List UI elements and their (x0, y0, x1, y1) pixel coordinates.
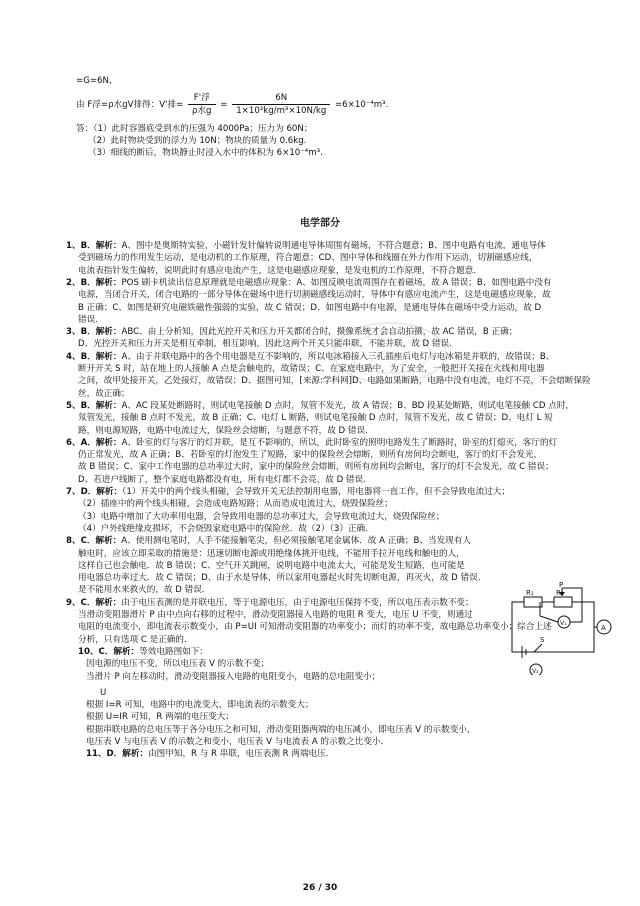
answer-line (66, 536, 471, 548)
answer-label: 9、C．解析： (66, 597, 122, 608)
label-r2: R₂ (556, 589, 564, 597)
fraction-values (232, 92, 330, 117)
answer-line: 根据串联电路的总电压等于各分电压之和可知，滑动变阻器两端的电压减小，即电压表 V 的示数变小， (86, 724, 476, 735)
answer-line: 之间，故甲处接开关，乙处接灯，故错误；D、据图可知，[来源:学科网]D、电路如果断路，电路中没有电流，电灯不亮，不会熔断保险 (78, 376, 591, 387)
answer-line: 用电器总功率过大．故 C 错误；D、由于水是导体，所以家用电器起火时先切断电源，再灭火，故 D 错误. (78, 573, 481, 584)
answer-text: A、卧室的灯与客厅的灯并联，是互不影响的，所以，此时卧室的照明电路发生了断路时，卧室的灯熄灭，客厅的灯 (121, 437, 558, 448)
answer-line (78, 647, 208, 659)
answer-line: 触电时，应该立即采取的措施是：迅速切断电源或用绝缘体挑开电线，不能用手拉开电线和触电的人， (78, 548, 465, 559)
answer-line-1: 答：（1）此时容器底受到水的压强为 4000Pa；压力为 60N； (76, 124, 313, 134)
fraction-denominator: 1×10³kg/m³×10N/kg (236, 106, 327, 116)
answer-line: 路，则电源短路，电路中电流过大，保险丝会熔断，与题意不符，故 D 错误. (78, 425, 368, 436)
answer-line: 是不能用水来救火的，故 D 错误． (78, 585, 211, 596)
fraction-buoyancy (188, 92, 216, 117)
answer-text: ABC、由上分析知，因此光控开关和压力开关都闭合时，摄像系统才会自动拍摄，故 AC 错误，B 正确； (121, 327, 518, 338)
answer-line: U (100, 687, 107, 698)
answer-line (86, 749, 334, 761)
answer-line: 故 B 错误；C、家中工作电器的总功率过大时，家中的保险丝会熔断，则所有房间均会断电，客厅的灯不会发光，故 C 错误； (78, 462, 554, 473)
answer-line: 电流表指针发生偏转，说明此时有感应电流产生，这是电磁感应现象，是发电机的工作原理，不符合题意. (78, 265, 477, 276)
answer-text: A、使用测电笔时，人手不能接触笔尖，但必须接触笔尾金属体．故 A 正确；B、当发现有人 (121, 536, 471, 547)
label-ammeter: A (601, 624, 606, 632)
answer-line: 断开开关 S 时，站在地上的人接触 A 点是会触电的，故错误；C、在家庭电路中，为了安全，一般把开关接在火线和用电器 (78, 364, 545, 374)
answer-line-2: （2）此时物块受到的浮力为 10N；物块的质量为 0.6kg. (88, 136, 307, 146)
fraction-numerator: 6N (232, 92, 330, 105)
equation-line-2 (76, 92, 388, 118)
answer-line: 因电源的电压不变，所以电压表 V 的示数不变； (86, 659, 270, 670)
answer-label: 3、B．解析： (66, 327, 122, 338)
equation-prefix: 由 F浮=ρ水gV排得：V'排= (76, 100, 184, 110)
answer-line-3: （3）细线的断后，物块静止时浸入水中的体积为 6×10⁻⁴m³. (88, 148, 323, 158)
answer-line (66, 438, 557, 450)
answer-line (66, 598, 474, 610)
answer-line: 电源，当闭合开关，闭合电路的一部分导体在磁场中进行切割磁感线运动时，导体中有感应电流产生，这是电磁感应现象，故 (78, 290, 551, 301)
answer-line: B 正确；C、如图是研究电磁铁磁性强弱的实验，故 C 错误；D、如图电路中有电源，是通电导体在磁场中受力运动，故 D (78, 302, 542, 313)
equation-result: =6×10⁻⁴m³. (335, 100, 389, 110)
answer-line (66, 352, 554, 364)
answer-line: 受到磁场力的作用发生运动，是电动机的工作原理，符合题意；CD、图中导体和线圈在外力作用下运动，切割磁感应线， (78, 253, 538, 264)
label-v1: V₁ (560, 620, 567, 627)
answer-text: A、AC 段某处断路时，则试电笔接触 D 点时，氖管不发光，故 A 错误；B、BD 段某处断路，则试电笔接触 CD 点时， (121, 400, 575, 411)
answer-line: 氖管发光，接触 B 点时不发光，故 B 正确；C、电灯 L 断路，则试电笔接触 D 点时，氖管不发光，故 C 错误；D、电灯 L 短 (78, 413, 553, 424)
answer-line: 根据 I=R 可知，电路中的电流变大，即电流表的示数变大； (86, 700, 314, 711)
label-v2: V₂ (532, 668, 539, 675)
answer-label: 11、D．解析： (86, 749, 149, 760)
answer-line: 丝，故正确； (78, 388, 130, 399)
answer-text: 等效电路图如下： (139, 646, 209, 657)
answer-line: 电压表 V 与电压表 V 的示数之和变小，电压表 V 与电流表 A 的示数之比变小． (86, 737, 390, 747)
watermark-emblem (330, 318, 450, 388)
answer-label: 7、D．解析： (66, 487, 123, 497)
fraction-denominator: ρ水g (192, 106, 212, 116)
section-title: 电学部分 (300, 218, 340, 229)
answer-line: 当滑片 P 向左移动时，滑动变阻器接入电路的电阻变小，电路的总电阻变小； (86, 671, 381, 682)
answer-label: 10、C．解析： (78, 646, 140, 657)
answer-line (66, 278, 551, 290)
answer-line: 电阻的电流变小，即电流表示数变小，由 P=UI 可知滑动变阻器的功率变小；而灯的功率不变，故电路总功率变小；综合上述 (78, 622, 552, 633)
answer-line: （4）户外线绝缘皮损坏，不会烧毁家庭电路中的保险丝．故（2）（3）正确． (78, 523, 374, 534)
fraction-numerator: F'浮 (188, 92, 216, 105)
equals-sign: = (220, 100, 228, 110)
answer-text: A、图中是奥斯特实验，小磁针发针偏转说明通电导体周围有磁场，不符合题意；B、图中电路有电流，通电导体 (121, 241, 546, 251)
answer-line: D、光控开关和压力开关是相互牵制，相互影响，因此这两个开关只能串联，不能并联，故 D 错误. (78, 339, 452, 350)
answer-line: 根据 U=IR 可知，R 两端的电压变大； (86, 712, 234, 723)
equation-line-1: =G=6N, (76, 76, 112, 86)
answer-line: 这样自己也会触电．故 B 错误；C、空气开关跳闸，说明电路中电流太大，可能是发生短路，也可能是 (78, 560, 465, 571)
answer-line (66, 241, 546, 253)
answer-label: 4、B．解析： (66, 351, 122, 362)
answer-label: 6、A．解析： (66, 437, 122, 448)
answer-line (66, 401, 574, 413)
answer-text: POS 刷卡机读出信息原理就是电磁感应现象：A、如图反映电流周围存在着磁场，故 A 错误；B、如图电路中没有 (121, 277, 552, 288)
label-switch: S (540, 636, 545, 644)
answer-label: 8、C．解析： (66, 536, 122, 547)
answer-line: （3）电路中增加了大功率用电器，会导致用电器的总功率过大，会导致电流过大，烧毁保险丝； (78, 511, 445, 522)
answer-text: 由图甲知，R 与 R 串联，电压表测 R 两端电压． (148, 749, 335, 760)
answer-label: 5、B．解析： (66, 400, 122, 411)
answer-text: （1）开关中的两个线头相碰，会导致开关无法控制用电器，用电器将一直工作，但不会导致电流过大； (122, 487, 510, 497)
answer-line (66, 487, 510, 499)
circuit-diagram (500, 580, 620, 675)
page-number: 26 / 30 (302, 883, 338, 893)
answer-text: A、由于并联电路中的各个用电器是互不影响的，所以电冰箱接入三孔插座后电灯与电冰箱是并联的，故错误；B、 (121, 351, 555, 362)
answer-label: 2、B．解析： (66, 277, 122, 288)
answer-line: 错误. (78, 314, 98, 325)
answer-text: 由于电压表测的是并联电压，等于电源电压，由于电源电压保持不变，所以电压表示数不变； (121, 597, 474, 608)
answer-line: 分析，只有选项 C 是正确的． (78, 634, 193, 645)
label-r1: R₁ (526, 589, 534, 597)
label-p: P (559, 581, 564, 589)
answer-line: 仍正常发光，故 A 正确；B、若卧室的灯泡发生了短路，家中的保险丝会熔断，则所有房间均会断电，客厅的灯不会发光， (78, 450, 543, 461)
answer-line: （2）插座中的两个线头相碰，会造成电路短路；从而造成电流过大，烧毁保险丝； (78, 499, 393, 510)
answer-line: D、若进户线断了，整个家庭电路都没有电，所有电灯都不会亮，故 D 错误. (78, 474, 366, 485)
answer-line: 当滑动变阻器滑片 P 由中点向右移的过程中，滑动变阻器接入电路的电阻 R 变大，电压 U 不变，则通过 (78, 610, 473, 620)
answer-label: 1、B．解析： (66, 241, 122, 251)
